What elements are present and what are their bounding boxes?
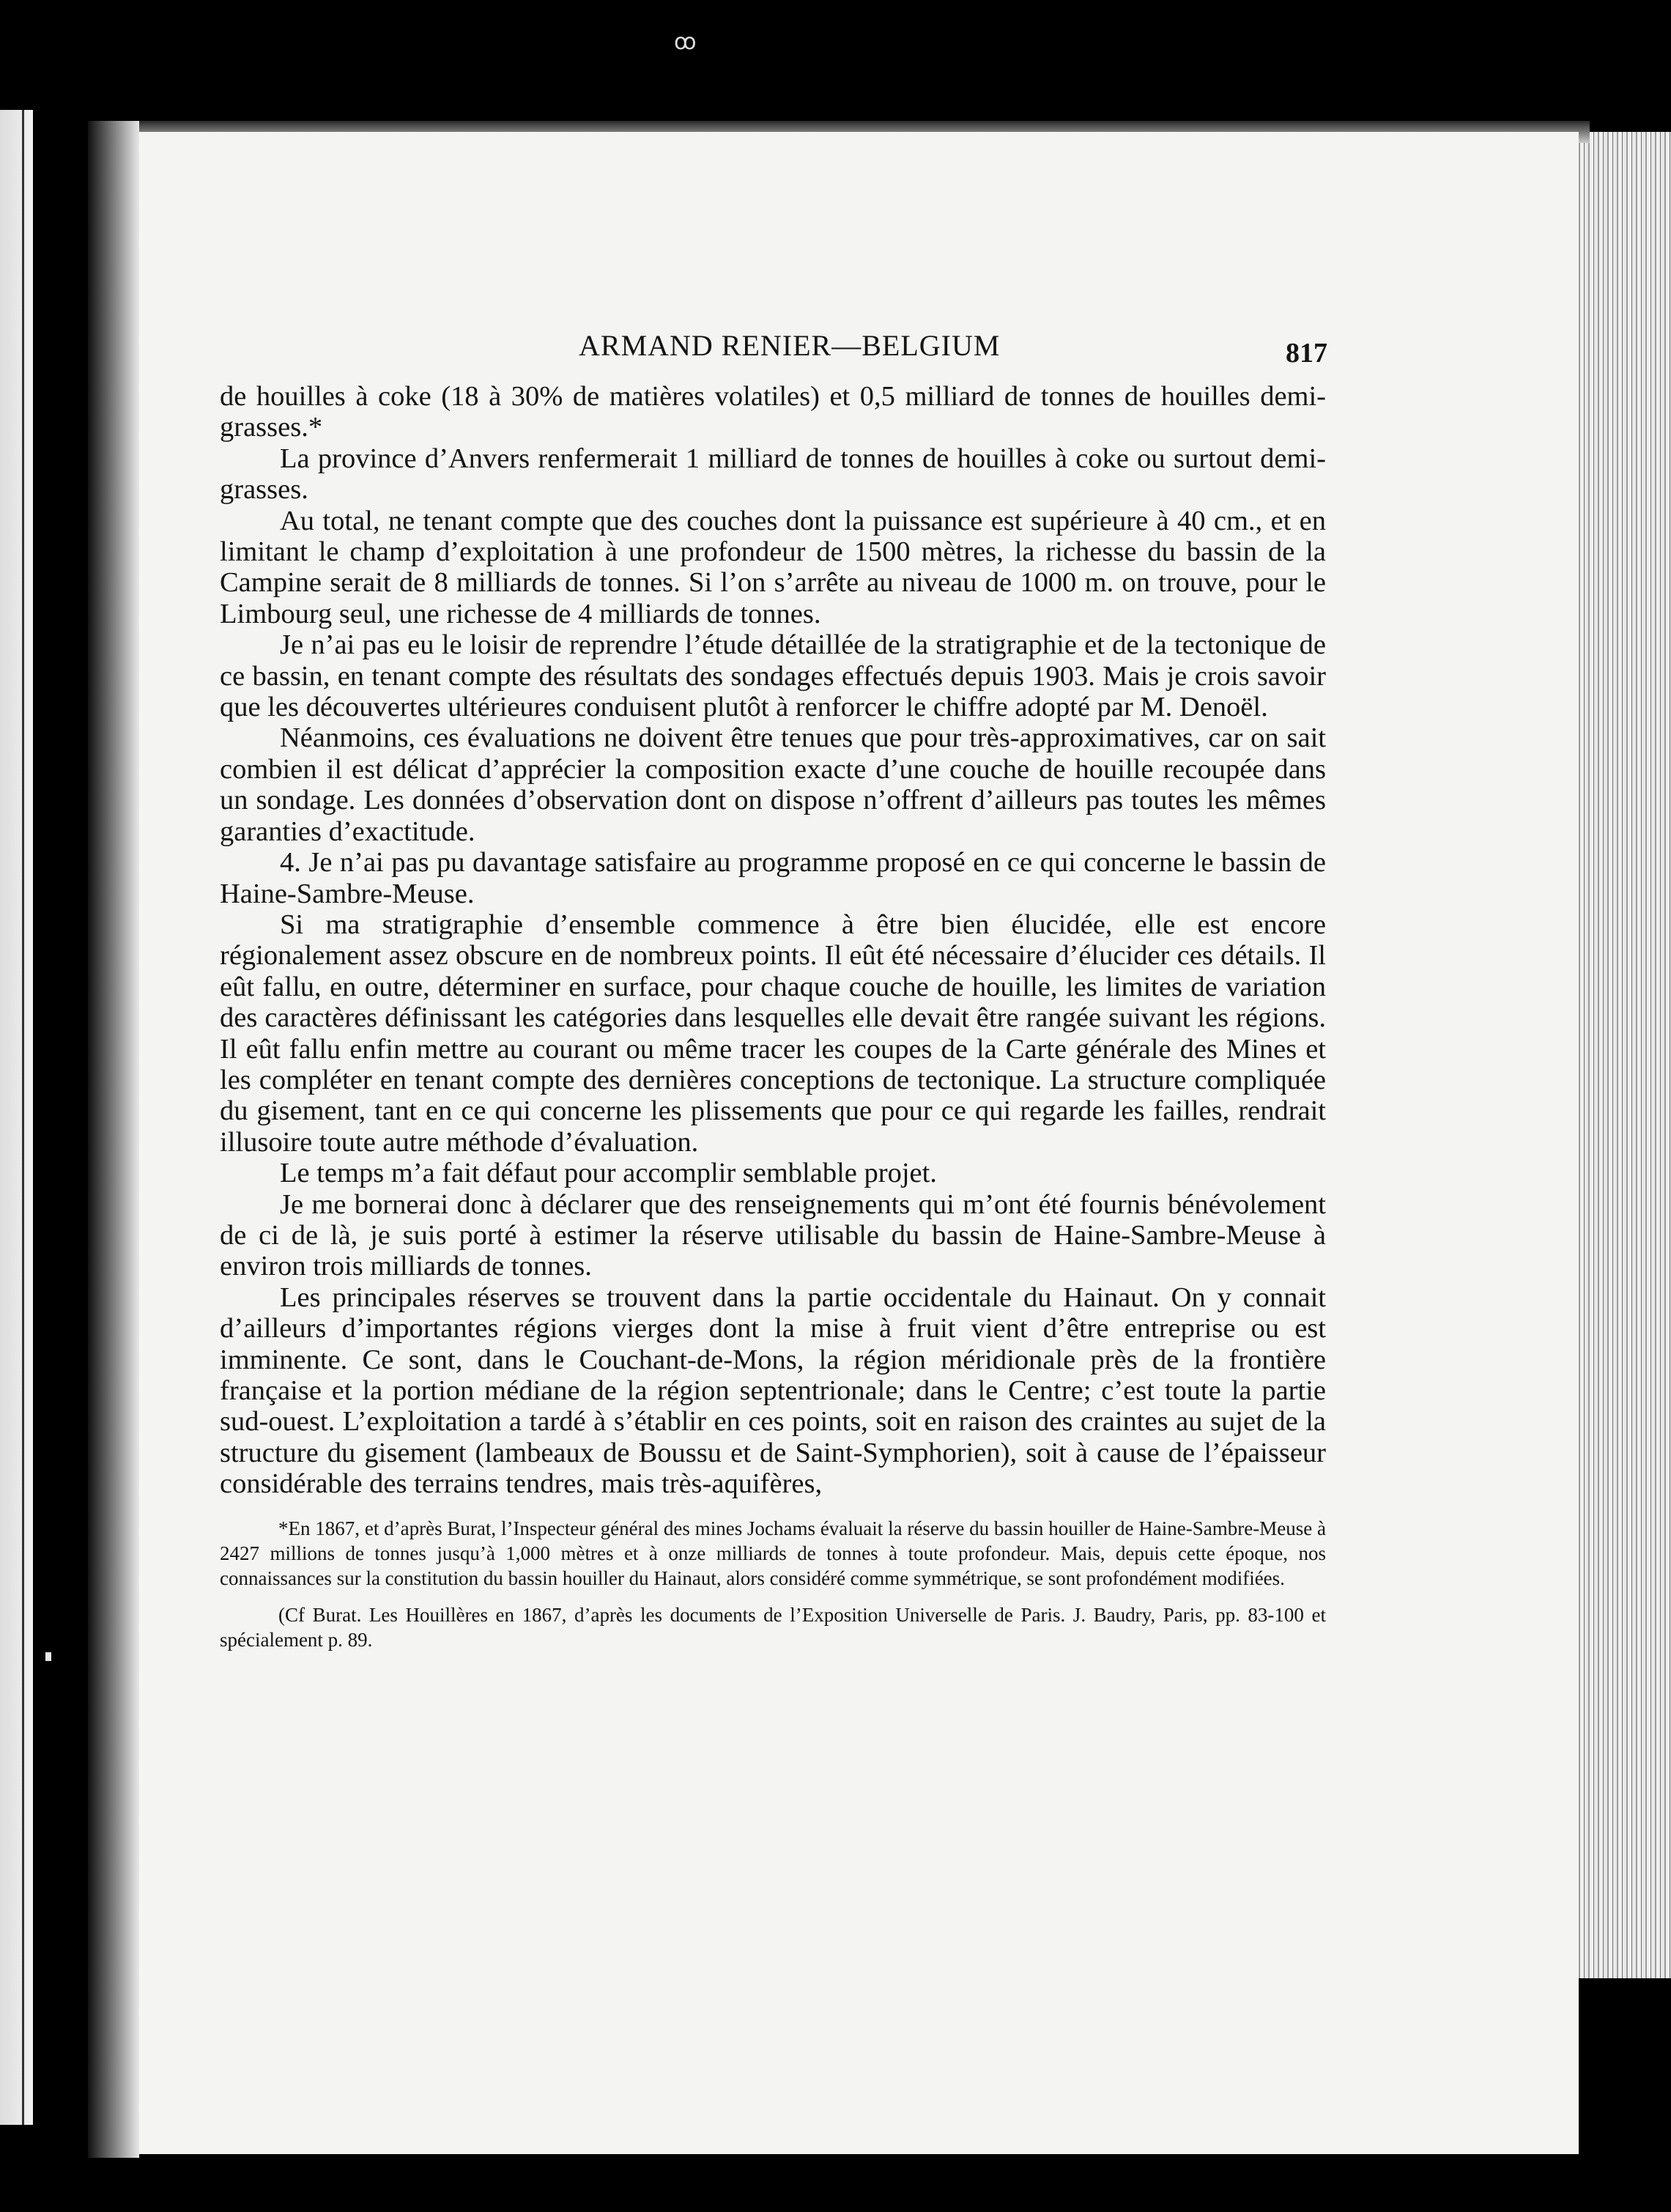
running-head [220, 322, 1327, 369]
running-title: ARMAND RENIER—BELGIUM [579, 329, 1001, 362]
paragraph: Si ma stratigraphie d’ensemble commence à être bien élucidée, elle est encore régionalement assez obscure en de nombreux points. Il eût été nécessaire d’élucider ces détails. Il eût fallu, en outre, déterminer en surface, pour chaque couche de houille, les limites de variation des caractères définissant les catégories dans lesquelles elle devait être rangée suivant les régions. Il eût fallu enfin mettre au courant ou même tracer les coupes de la Carte générale des Mines et les compléter en tenant compte des dernières conceptions de tectonique. La structure compliquée du gisement, tant en ce qui concerne les plissements que pour ce qui regarde les failles, rendrait illusoire toute autre méthode d’évaluation. [220, 909, 1326, 1158]
scan-artifact-dot [45, 1652, 51, 1661]
binding-line [22, 110, 24, 2125]
paragraph: Au total, ne tenant compte que des couches dont la puissance est supérieure à 40 cm., et en limitant le champ d’exploitation à une profondeur de 1500 mètres, la richesse du bassin de la Campine serait de 8 milliards de tonnes. Si l’on s’arrête au niveau de 1000 m. on trouve, pour le Limbourg seul, une richesse de 4 milliards de tonnes. [220, 505, 1326, 629]
paragraph: Les principales réserves se trouvent dans la partie occidentale du Hainaut. On y connait d’ailleurs d’importantes régions vierges dont la mise à fruit vient d’être entreprise ou est imminente. Ce sont, dans le Couchant-de-Mons, la région méridionale près de la frontière française et la portion médiane de la région septentrionale; dans le Centre; c’est toute la partie sud-ouest. L’exploitation a tardé à s’établir en ces points, soit en raison des craintes au sujet de la structure du gisement (lambeaux de Boussu et de Saint-Symphorien), soit à cause de l’épaisseur considérable des terrains tendres, mais très-aquifères, [220, 1281, 1326, 1500]
scan-artifact-mark: ꝏ [674, 29, 697, 55]
footnote: *En 1867, et d’après Burat, l’Inspecteur général des mines Jochams évaluait la réserve du bassin houiller de Haine-Sambre-Meuse à 2427 millions de tonnes jusqu’à 1,000 mètres et à onze milliards de tonnes à toute profondeur. Mais, depuis cette époque, nos connaissances sur la constitution du bassin houiller du Hainaut, alors considéré comme symmétrique, se sont profondément modifiées. [220, 1517, 1326, 1589]
paragraph: 4. Je n’ai pas pu davantage satisfaire au programme proposé en ce qui concerne le bassin de Haine-Sambre-Meuse. [220, 847, 1326, 909]
page-stack-edges [1575, 132, 1671, 1978]
footnotes [220, 1516, 1326, 1652]
paragraph: de houilles à coke (18 à 30% de matières volatiles) et 0,5 milliard de tonnes de houilles demi-grasses.* [220, 381, 1326, 443]
paragraph: Néanmoins, ces évaluations ne doivent être tenues que pour très-approximatives, car on sait combien il est délicat d’apprécier la composition exacte d’une couche de houille recoupée dans un sondage. Les données d’observation dont on dispose n’offrent d’ailleurs pas toutes les mêmes garanties d’exactitude. [220, 722, 1326, 847]
paragraph: Le temps m’a fait défaut pour accomplir semblable projet. [280, 1158, 937, 1189]
page-gutter-shadow [88, 121, 139, 2158]
paragraph: Je me bornerai donc à déclarer que des renseignements qui m’ont été fournis bénévolement de ci de là, je suis porté à estimer la réserve utilisable du bassin de Haine-Sambre-Meuse à environ trois milliards de tonnes. [220, 1188, 1326, 1282]
paragraph: Je n’ai pas eu le loisir de reprendre l’étude détaillée de la stratigraphie et de la tectonique de ce bassin, en tenant compte des résultats des sondages effectués depuis 1903. Mais je crois savoir que les découvertes ultérieures conduisent plutôt à renforcer le chiffre adopté par M. Denoël. [220, 629, 1326, 723]
footnote-citation: (Cf Burat. Les Houillères en 1867, d’après les documents de l’Exposition Universelle de Paris. J. Baudry, Paris, pp. 83-100 et spécialement p. 89. [220, 1603, 1326, 1651]
page-text-block [220, 322, 1326, 1652]
page-number: 817 [1286, 338, 1327, 369]
paragraph: La province d’Anvers renfermerait 1 milliard de tonnes de houilles à coke ou surtout demi-grasses. [220, 443, 1326, 506]
body-text [220, 381, 1326, 1500]
previous-page-edge [0, 110, 33, 2125]
